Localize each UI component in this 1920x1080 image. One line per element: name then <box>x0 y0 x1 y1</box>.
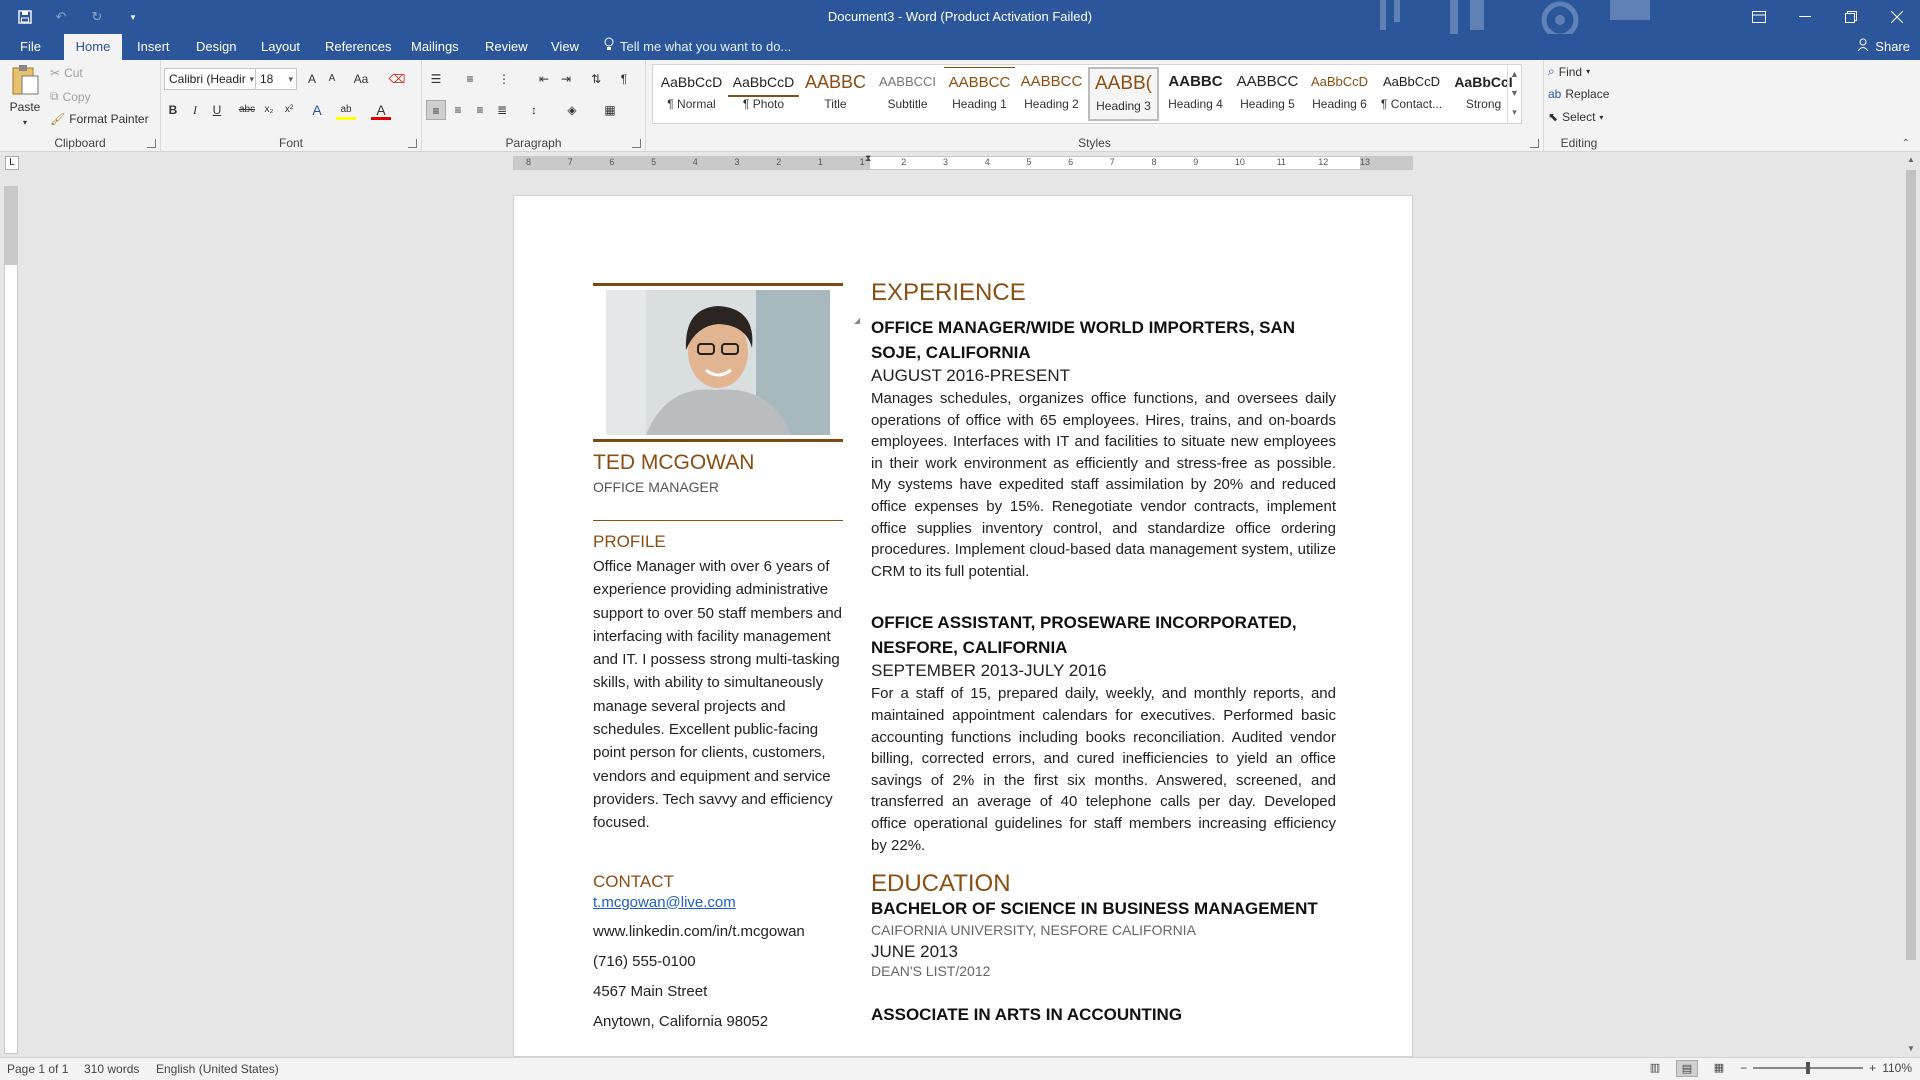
numbering-icon[interactable]: ≡ <box>466 72 474 86</box>
ruler-number: 6 <box>1068 157 1074 167</box>
job-title: OFFICE MANAGER/WIDE WORLD IMPORTERS, SAN SOJE, CALIFORNIA <box>871 318 1296 362</box>
highlight-icon[interactable]: ab <box>336 100 356 120</box>
style-subtitle[interactable]: AABBCCI Subtitle <box>878 74 937 111</box>
styles-gallery <box>652 64 1522 124</box>
select-button[interactable]: ⬉ Select ▾ <box>1548 110 1604 124</box>
document-page[interactable] <box>513 195 1413 1057</box>
city-text: Anytown, California 98052 <box>593 1012 769 1030</box>
ribbon-display-options-icon[interactable] <box>1736 0 1782 34</box>
degree-date: JUNE 2013 <box>871 942 958 962</box>
ruler-number: 5 <box>651 157 657 167</box>
tell-me-box[interactable] <box>604 34 791 60</box>
find-icon: ⌕ <box>1548 64 1555 78</box>
replace-icon: ab <box>1548 87 1562 101</box>
resume-name: TED MCGOWAN <box>593 451 755 474</box>
status-bar <box>0 1057 1920 1080</box>
scroll-up-icon[interactable]: ▲ <box>1907 155 1915 164</box>
style-normal[interactable]: AaBbCcD ¶ Normal <box>660 74 723 111</box>
title-bar <box>0 0 1920 34</box>
street-text: 4567 Main Street <box>593 982 708 1000</box>
style-heading-6[interactable]: AaBbCcD Heading 6 <box>1310 74 1369 111</box>
clear-formatting-icon[interactable]: ⌫ <box>388 72 406 86</box>
tab-file[interactable]: File <box>20 39 41 54</box>
horizontal-ruler[interactable] <box>513 153 1413 170</box>
align-center-icon[interactable]: ≡ <box>454 103 462 117</box>
zoom-slider[interactable] <box>1753 1067 1863 1069</box>
profile-photo[interactable] <box>606 290 830 435</box>
multilevel-list-icon[interactable]: ⋮ <box>498 72 510 86</box>
find-button[interactable]: ⌕ Find ▾ <box>1548 64 1591 79</box>
ruler-number: 6 <box>609 157 615 167</box>
close-icon[interactable] <box>1874 0 1920 34</box>
school-name: CAIFORNIA UNIVERSITY, NESFORE CALIFORNIA <box>871 922 1196 939</box>
styles-up-icon[interactable]: ▲ <box>1510 69 1519 79</box>
ruler-number: 7 <box>1109 157 1115 167</box>
styles-more-icon[interactable]: ▾ <box>1512 107 1517 117</box>
ruler-number: 2 <box>901 157 907 167</box>
ruler-number: 11 <box>1276 157 1286 167</box>
undo-icon[interactable]: ↶ <box>55 9 67 24</box>
zoom-slider-knob[interactable] <box>1806 1062 1810 1074</box>
ruler-number: 1 <box>817 157 823 167</box>
language-indicator[interactable]: English (United States) <box>156 1062 279 1076</box>
text-effects-icon[interactable]: A <box>312 102 322 118</box>
contact-heading: CONTACT <box>593 871 674 891</box>
paintbrush-icon: 🖌 <box>50 112 66 126</box>
align-left-icon[interactable]: ≡ <box>426 100 446 120</box>
ribbon-tabs <box>0 34 1920 60</box>
resume-role: OFFICE MANAGER <box>593 479 720 495</box>
read-mode-icon[interactable]: ▥ <box>1649 1062 1661 1074</box>
paragraph-label: Paragraph <box>505 136 562 150</box>
shading-icon[interactable]: ◈ <box>567 103 577 117</box>
shrink-font-icon[interactable]: A <box>328 73 336 84</box>
font-size-box[interactable]: 18 ▾ <box>255 68 297 90</box>
customize-toolbar-icon[interactable]: ▾ <box>130 11 136 22</box>
collapse-heading-icon[interactable]: ◢ <box>854 316 861 325</box>
style-photo[interactable]: AaBbCcD ¶ Photo <box>728 67 799 121</box>
style-title[interactable]: AABBC Title <box>804 72 867 111</box>
ruler-number: 4 <box>984 157 990 167</box>
scroll-thumb[interactable] <box>1906 170 1916 960</box>
font-launcher-icon[interactable] <box>408 139 417 148</box>
cut-button[interactable]: ✂ Cut <box>50 66 83 80</box>
clipboard-launcher-icon[interactable] <box>147 139 156 148</box>
ruler-number: 12 <box>1318 157 1329 167</box>
divider <box>593 520 843 521</box>
subscript-icon[interactable]: x₂ <box>264 104 274 115</box>
cursor-icon: ⬉ <box>1548 110 1559 124</box>
tab-selector[interactable]: L <box>5 156 19 170</box>
font-label: Font <box>278 136 303 150</box>
indent-marker-icon[interactable]: ⧗ <box>865 153 872 163</box>
person-icon <box>1857 34 1869 60</box>
ruler-number: 4 <box>692 157 698 167</box>
job-description: Manages schedules, organizes office functions, and oversees daily operations of office with 65 employees. Hires, trains, and on-boards employees. Interfaces with IT and facilities to situate new employees in their work environment as efficiently and stress-free as possible. My systems have expedited staff assimilation by 20% and reduced office expenses by 15%. Renegotiate vendor contracts, implement office supplies inventory control, and standardize office ordering procedures. Implement cloud-based data management system, utilize CRM to its full potential. <box>871 390 1336 580</box>
style-heading-4[interactable]: AABBC Heading 4 <box>1168 73 1223 111</box>
job-title: OFFICE ASSISTANT, PROSEWARE INCORPORATED, NESFORE, CALIFORNIA <box>871 613 1297 658</box>
styles-group <box>646 60 1544 152</box>
clipboard-label: Clipboard <box>54 136 106 150</box>
window-title: Document3 - Word (Product Activation Failed) <box>827 9 1093 24</box>
vertical-scrollbar[interactable] <box>1902 152 1920 1057</box>
style-heading-5[interactable]: AABBCC Heading 5 <box>1236 73 1299 111</box>
borders-icon[interactable]: ▦ <box>604 103 616 117</box>
strikethrough-icon[interactable]: abc <box>238 104 256 115</box>
italic-icon[interactable]: I <box>193 103 197 117</box>
print-layout-icon[interactable]: ▤ <box>1676 1060 1698 1077</box>
tab-review[interactable]: Review <box>485 39 528 54</box>
education-heading: EDUCATION <box>871 870 1011 898</box>
zoom-out-icon[interactable]: − <box>1740 1061 1748 1075</box>
styles-scroll[interactable] <box>1507 65 1521 123</box>
styles-label: Styles <box>1078 136 1111 150</box>
collapse-ribbon-icon[interactable]: ⌃ <box>1901 138 1910 149</box>
justify-icon[interactable]: ≣ <box>496 103 508 117</box>
photo-rule-bottom <box>593 439 843 442</box>
ruler-number: 9 <box>1193 157 1199 167</box>
styles-down-icon[interactable]: ▼ <box>1510 88 1519 98</box>
spacer <box>871 582 1336 610</box>
paragraph-group <box>422 60 646 152</box>
font-family-box[interactable]: Calibri (Headir ▾ <box>164 68 258 90</box>
tab-layout[interactable]: Layout <box>261 39 301 54</box>
degree-title: ASSOCIATE IN ARTS IN ACCOUNTING <box>871 1005 1183 1025</box>
editing-label: Editing <box>1560 136 1598 150</box>
share-label: Share <box>1875 39 1910 54</box>
clipboard-group <box>0 60 161 152</box>
tab-view[interactable]: View <box>551 39 579 54</box>
profile-heading: PROFILE <box>593 532 666 551</box>
font-color-icon[interactable]: A <box>371 100 391 120</box>
sort-icon[interactable]: ⇅ <box>590 72 602 86</box>
tab-home[interactable]: Home <box>64 34 122 60</box>
vertical-ruler[interactable] <box>4 186 18 1054</box>
format-painter-button[interactable]: 🖌 Format Painter <box>50 112 149 126</box>
paste-dropdown-icon[interactable]: ▾ <box>22 118 27 127</box>
scissors-icon: ✂ <box>50 66 61 80</box>
minimize-icon[interactable] <box>1782 0 1828 34</box>
ruler-number: 13 <box>1360 157 1371 167</box>
paste-icon <box>10 64 40 96</box>
lightbulb-icon <box>604 34 614 60</box>
bold-icon[interactable]: B <box>168 103 178 117</box>
tab-references[interactable]: References <box>325 39 392 54</box>
tab-mailings[interactable]: Mailings <box>411 39 459 54</box>
honor-text: DEAN'S LIST/2012 <box>871 963 991 980</box>
resume-sidebar <box>593 283 843 1041</box>
zoom-control <box>1740 1061 1912 1075</box>
style-heading-3[interactable]: AABB( Heading 3 <box>1088 67 1159 121</box>
resume-main <box>854 279 1336 1025</box>
decrease-indent-icon[interactable]: ⇤ <box>538 72 550 86</box>
web-layout-icon[interactable]: ▦ <box>1713 1062 1725 1074</box>
page-count[interactable]: Page 1 of 1 <box>7 1062 69 1076</box>
job-description: For a staff of 15, prepared daily, weekly, and monthly reports, and maintained appointment calendars for executives. Performed basic accounting functions including books reconciliation. Audited vendor billing, corrected errors, and cured inefficiencies to yield an office savings of 2% in the first six months. Answered, screened, and transferred an average of 40 telephone calls per day. Developed office operational guidelines for staff members increasing efficiency by 22%. <box>871 685 1336 854</box>
scroll-down-icon[interactable]: ▼ <box>1907 1044 1915 1053</box>
style-heading-2[interactable]: AABBCC Heading 2 <box>1020 73 1083 111</box>
copy-icon: ⧉ <box>50 89 59 103</box>
font-size-dropdown-icon[interactable]: ▾ <box>288 74 293 84</box>
increase-indent-icon[interactable]: ⇥ <box>560 72 572 86</box>
redo-icon[interactable]: ↻ <box>91 9 103 24</box>
ruler-number: 8 <box>526 157 532 167</box>
tab-insert[interactable]: Insert <box>137 39 170 54</box>
zoom-level[interactable]: 110% <box>1882 1061 1912 1075</box>
job-dates: AUGUST 2016-PRESENT <box>871 366 1071 385</box>
tab-design[interactable]: Design <box>196 39 237 54</box>
font-family-dropdown-icon[interactable]: ▾ <box>249 74 254 84</box>
ruler-number: 2 <box>776 157 782 167</box>
ruler-number: 10 <box>1234 157 1245 167</box>
photo-rule-top <box>593 283 843 286</box>
profile-text: Office Manager with over 6 years of experience providing administrative support to over 50 staff members and interfacing with facility management and IT. I possess strong multi-tasking skills, with ability to simultaneously manage several projects and schedules. Excellent public-facing point person for clients, customers, vendors and equipment and service providers. Tech savvy and efficiency focused. <box>593 558 843 832</box>
experience-heading: EXPERIENCE <box>871 279 1026 306</box>
style-strong[interactable]: AaBbCcI Strong <box>1454 74 1513 111</box>
line-spacing-icon[interactable]: ↕ <box>531 103 537 117</box>
font-group <box>161 60 422 152</box>
paste-button[interactable]: Paste ▾ <box>8 64 42 127</box>
copy-button[interactable]: ⧉ Copy <box>50 89 91 104</box>
share-button[interactable] <box>1857 34 1910 60</box>
styles-launcher-icon[interactable] <box>1530 139 1539 148</box>
ruler-number: 7 <box>567 157 573 167</box>
align-right-icon[interactable]: ≡ <box>476 103 484 117</box>
select-dropdown-icon: ▾ <box>1599 112 1604 122</box>
zoom-in-icon[interactable]: + <box>1869 1061 1877 1075</box>
vruler-margin-top <box>5 187 17 265</box>
grow-font-icon[interactable]: A <box>307 72 316 86</box>
job-dates: SEPTEMBER 2013-JULY 2016 <box>871 661 1107 681</box>
ruler-number: 1 <box>859 157 865 167</box>
ruler-number: 3 <box>734 157 740 167</box>
ruler-number: 8 <box>1151 157 1157 167</box>
bullets-icon[interactable]: ☰ <box>430 72 442 86</box>
phone-text: (716) 555-0100 <box>593 952 696 970</box>
style-contact[interactable]: AaBbCcD ¶ Contact... <box>1380 74 1443 111</box>
linkedin-text: www.linkedin.com/in/t.mcgowan <box>593 922 805 940</box>
ruler-number: 5 <box>1026 157 1032 167</box>
replace-button[interactable]: ab Replace <box>1548 87 1610 101</box>
paragraph-launcher-icon[interactable] <box>632 139 641 148</box>
editing-group <box>1544 60 1614 152</box>
ribbon <box>0 60 1920 152</box>
email-link[interactable]: t.mcgowan@live.com <box>593 893 736 911</box>
degree-title: BACHELOR OF SCIENCE IN BUSINESS MANAGEMENT <box>871 899 1318 919</box>
underline-icon[interactable]: U <box>212 103 222 117</box>
ruler-number: 3 <box>943 157 949 167</box>
change-case-icon[interactable]: Aa <box>353 72 369 86</box>
show-formatting-icon[interactable]: ¶ <box>620 72 628 86</box>
superscript-icon[interactable]: x² <box>284 104 294 115</box>
restore-icon[interactable] <box>1828 0 1874 34</box>
style-heading-1[interactable]: AABBCC Heading 1 <box>944 67 1015 121</box>
word-count[interactable]: 310 words <box>84 1062 140 1076</box>
tell-me-text: Tell me what you want to do... <box>620 39 792 54</box>
find-dropdown-icon: ▾ <box>1586 67 1591 76</box>
